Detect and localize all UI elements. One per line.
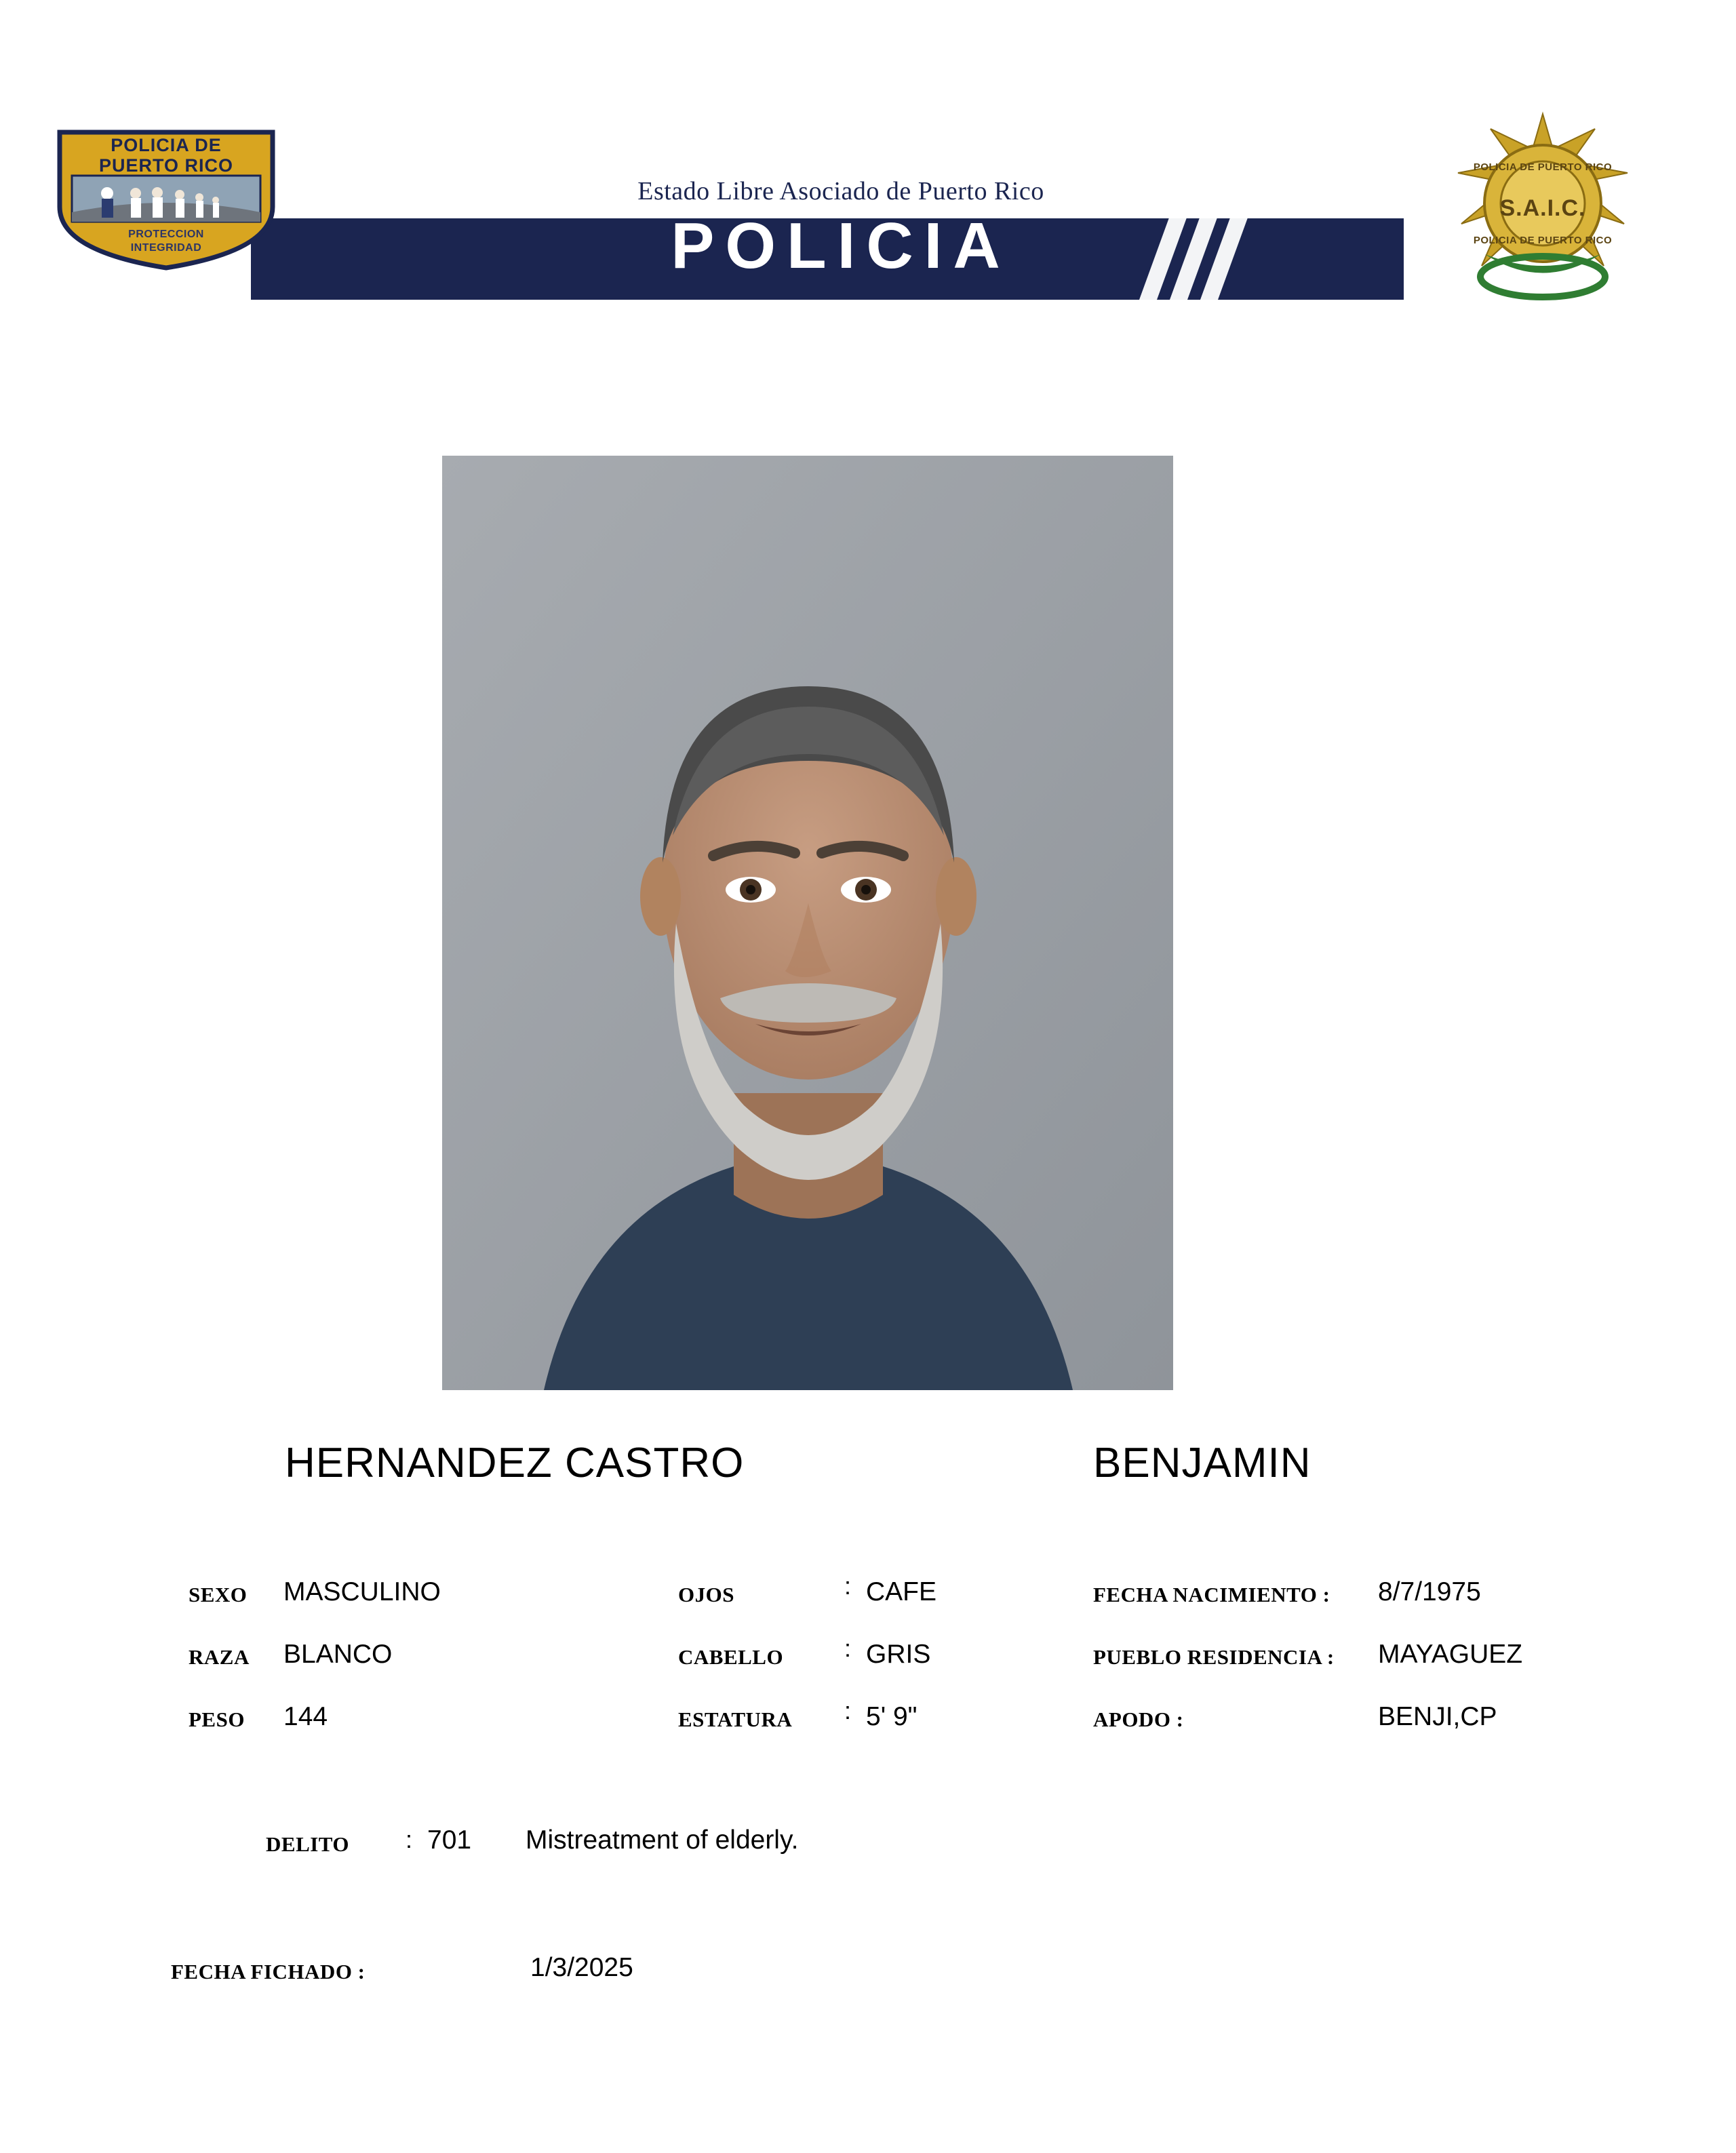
value-ojos: CAFE bbox=[866, 1577, 937, 1606]
label-pueblo-residencia: PUEBLO RESIDENCIA : bbox=[1093, 1645, 1335, 1669]
colon-ojos: : bbox=[844, 1572, 852, 1600]
value-sexo: MASCULINO bbox=[283, 1577, 441, 1606]
subject-first-name: BENJAMIN bbox=[1093, 1440, 1311, 1486]
header-title-block bbox=[529, 176, 1153, 283]
subject-last-names: HERNANDEZ CASTRO bbox=[285, 1440, 745, 1486]
shield-motto-line1: PROTECCION bbox=[128, 229, 204, 240]
value-delito-description: Mistreatment of elderly. bbox=[526, 1825, 799, 1855]
crime-row bbox=[0, 1825, 1736, 1873]
document-header bbox=[0, 0, 1736, 298]
colon-cabello: : bbox=[844, 1634, 852, 1662]
saic-center-text: S.A.I.C. bbox=[1499, 195, 1586, 221]
value-fecha-fichado: 1/3/2025 bbox=[530, 1953, 633, 1982]
police-shield-icon bbox=[54, 125, 278, 271]
label-estatura: ESTATURA bbox=[678, 1707, 793, 1731]
value-apodo: BENJI,CP bbox=[1378, 1702, 1497, 1731]
colon-delito: : bbox=[406, 1825, 413, 1853]
shield-motto-line2: INTEGRIDAD bbox=[130, 242, 202, 254]
value-cabello: GRIS bbox=[866, 1640, 931, 1669]
label-cabello: CABELLO bbox=[678, 1645, 784, 1669]
booking-date-row bbox=[0, 1953, 1736, 2000]
label-fecha-fichado: FECHA FICHADO : bbox=[171, 1960, 366, 1983]
label-raza: RAZA bbox=[189, 1645, 250, 1669]
label-ojos: OJOS bbox=[678, 1583, 734, 1606]
mugshot-graphic bbox=[442, 456, 1173, 1390]
page-title: POLICIA bbox=[671, 210, 1011, 282]
value-raza: BLANCO bbox=[283, 1640, 393, 1669]
detail-row bbox=[0, 1572, 1736, 1634]
detail-row bbox=[0, 1634, 1736, 1697]
colon-estatura: : bbox=[844, 1697, 852, 1724]
value-estatura: 5' 9" bbox=[866, 1702, 918, 1731]
label-delito: DELITO bbox=[266, 1832, 350, 1856]
label-peso: PESO bbox=[189, 1707, 245, 1731]
saic-ring-text-top: POLICIA DE PUERTO RICO bbox=[1473, 161, 1613, 173]
subject-details bbox=[0, 1572, 1736, 1759]
mugshot-photo bbox=[442, 456, 1173, 1390]
shield-title-line1: POLICIA DE bbox=[111, 135, 222, 155]
subject-name-row bbox=[0, 1439, 1736, 1493]
label-sexo: SEXO bbox=[189, 1583, 248, 1606]
value-fecha-nacimiento: 8/7/1975 bbox=[1378, 1577, 1481, 1606]
label-fecha-nacimiento: FECHA NACIMIENTO : bbox=[1093, 1583, 1330, 1606]
saic-ring-text-bottom: POLICIA DE PUERTO RICO bbox=[1473, 235, 1613, 246]
value-peso: 144 bbox=[283, 1702, 328, 1731]
value-pueblo-residencia: MAYAGUEZ bbox=[1378, 1640, 1523, 1669]
saic-star-badge-icon bbox=[1444, 108, 1641, 305]
shield-title-line2: PUERTO RICO bbox=[98, 155, 234, 176]
detail-row bbox=[0, 1697, 1736, 1759]
value-delito-code: 701 bbox=[427, 1825, 472, 1855]
label-apodo: APODO : bbox=[1093, 1707, 1184, 1731]
header-supertitle: Estado Libre Asociado de Puerto Rico bbox=[637, 177, 1044, 205]
